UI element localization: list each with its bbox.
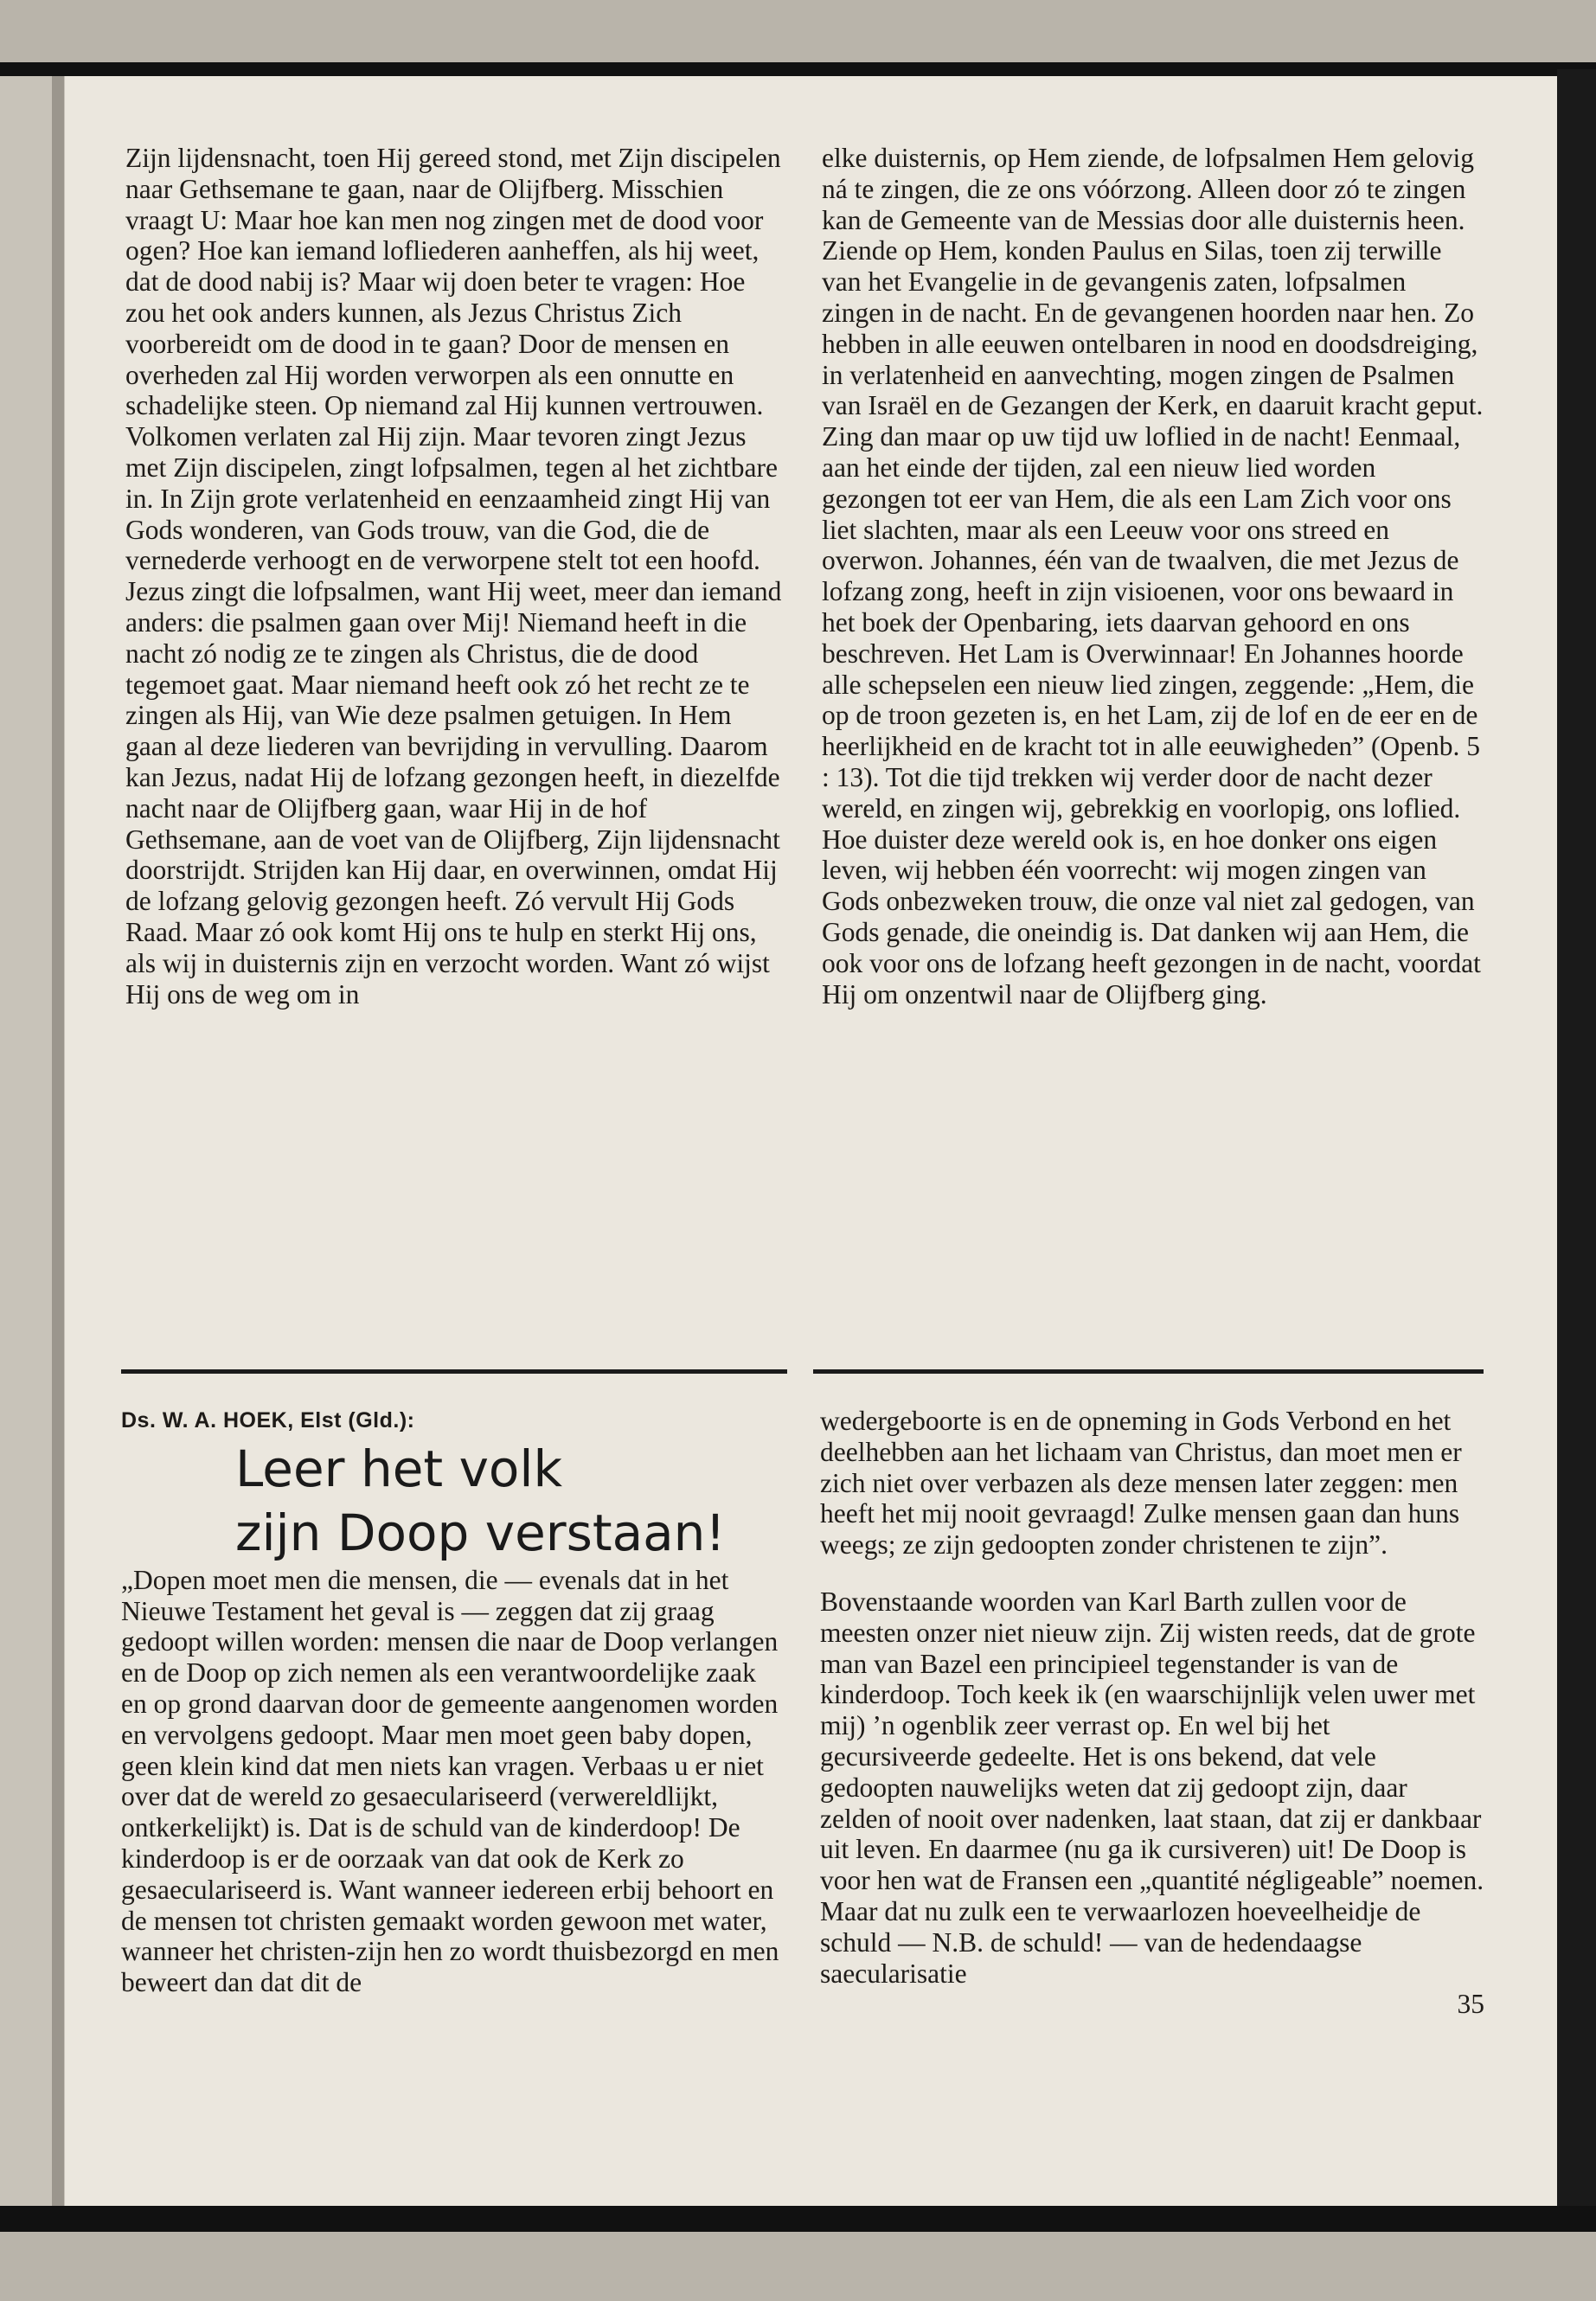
section-divider-right (813, 1369, 1484, 1374)
article-title-line-2: zijn Doop verstaan! (235, 1503, 726, 1562)
book-binding (52, 69, 64, 2214)
article-left-column (121, 1406, 783, 1998)
article-title-line-1: Leer het volk (235, 1439, 563, 1498)
right-scan-border (1557, 69, 1596, 2214)
article-right-paragraph-2: Bovenstaande woorden van Karl Barth zullen voor de meesten onzer niet nieuw zijn. Zij wisten reeds, dat de grote man van Bazel een principieel tegenstander is van de kinderdoop. Toch keek ik (en waarschijnlijk velen uwer met mij) ’n ogenblik zeer verrast op. En wel bij het gecursiveerde gedeelte. Het is ons bekend, dat vele gedoopten nauwelijks weten dat zij gedoopt zijn, daar zelden of nooit over nadenken, laat staan, dat zij er dankbaar uit leven. En daarmee (nu ga ik cursiveren) uit! De Doop is voor hen wat de Fransen een „quantité négligeable” noemen. Maar dat nu zulk een te verwaarlozen hoeveelheidje de schuld — N.B. de schuld! — van de hedendaagse saecularisatie (820, 1586, 1484, 1989)
article-right-paragraph-1: wedergeboorte is en de opneming in Gods Verbond en het deelhebben aan het lichaam van Christus, dan moet men er zich niet over verbazen als deze mensen later zeggen: men heeft het mij nooit gevraagd! Zulke mensen gaan dan huns weegs; ze zijn gedoopten zonder christenen te zijn”. (820, 1406, 1462, 1561)
article-left-text: „Dopen moet men die mensen, die — evenals dat in het Nieuwe Testament het geval is — zeggen dat zij graag gedoopt willen worden: mensen die naar de Doop verlangen en de Doop op zich nemen als een verantwoordelijke zaak en op grond daarvan door de gemeente aangenomen worden en vervolgens gedoopt. Maar men moet geen baby dopen, geen klein kind dat men niets kan vragen. Verbaas u er niet over dat de wereld zo gesaeculariseerd (verwereldlijkt, ontkerkelijkt) is. Dat is de schuld van de kinderdoop! De kinderdoop is er de oorzaak van dat ook de Kerk zo gesaeculariseerd is. Want wanneer iedereen erbij behoort en de mensen tot christen gemaakt worden gewoon met water, wanneer het christen-zijn hen zo wordt thuisbezorgd en men beweert dan dat dit de (121, 1564, 779, 1998)
top-left-text: Zijn lijdensnacht, toen Hij gereed stond, met Zijn discipelen naar Gethsemane te gaan, naar de Olijfberg. Misschien vraagt U: Maar hoe kan men nog zingen met de dood voor ogen? Hoe kan iemand lofliederen aanheffen, als hij weet, dat de dood nabij is? Maar wij doen beter te vragen: Hoe zou het ook anders kunnen, als Jezus Christus Zich voorbereidt om de dood in te gaan? Door de mensen en overheden zal Hij worden verworpen als een onnutte en schadelijke steen. Op niemand zal Hij kunnen vertrouwen. Volkomen verlaten zal Hij zijn. Maar tevoren zingt Jezus met Zijn discipelen, zingt lofpsalmen, tegen al het zichtbare in. In Zijn grote verlatenheid en eenzaamheid zingt Hij van Gods wonderen, van Gods trouw, van die God, die de vernederde verhoogt en de verworpene stelt tot een hoofd. Jezus zingt die lofpsalmen, want Hij weet, meer dan iemand anders: die psalmen gaan over Mij! Niemand heeft in die nacht zó nodig ze te zingen als Christus, die de dood tegemoet gaat. Maar niemand heeft ook zó het recht ze te zingen als Hij, van Wie deze psalmen getuigen. In Hem gaan al deze liederen van bevrijding in vervulling. Daarom kan Jezus, nadat Hij de lofzang gezongen heeft, in diezelfde nacht naar de Olijfberg gaan, waar Hij in de hof Gethsemane, aan de voet van de Olijfberg, Zijn lijdensnacht doorstrijdt. Strijden kan Hij daar, en overwinnen, omdat Hij de lofzang gelovig gezongen heeft. Zó vervult Hij Gods Raad. Maar zó ook komt Hij ons te hulp en sterkt Hij ons, als wij in duisternis zijn en verzocht worden. Want zó wijst Hij ons de weg om in (125, 143, 782, 1009)
article-byline: Ds. W. A. HOEK, Elst (Gld.): (121, 1408, 415, 1433)
top-right-text: elke duisternis, op Hem ziende, de lofpsalmen Hem gelovig ná te zingen, die ze ons vóórzong. Alleen door zó te zingen kan de Gemeente van de Messias door alle duisternis heen. Ziende op Hem, konden Paulus en Silas, toen zij terwille van het Evangelie in de gevangenis zaten, lofpsalmen zingen in de nacht. En de gevangenen hoorden naar hen. Zo hebben in alle eeuwen ontelbaren in nood en doodsdreiging, in verlatenheid en aanvechting, mogen zingen de Psalmen van Israël en de Gezangen der Kerk, en daaruit kracht geput. Zing dan maar op uw tijd uw loflied in de nacht! Eenmaal, aan het einde der tijden, zal een nieuw lied worden gezongen tot eer van Hem, die als een Lam Zich voor ons liet slachten, maar als een Leeuw voor ons streed en overwon. Johannes, één van de twaalven, die met Jezus de lofzang zong, heeft in zijn visioenen, voor ons bewaard in het boek der Openbaring, iets daarvan gehoord en ons beschreven. Het Lam is Overwinnaar! En Johannes hoorde alle schepselen een nieuw lied zingen, zeggende: „Hem, die op de troon gezeten is, en het Lam, zij de lof en de eer en de heerlijkheid en de kracht tot in alle eeuwigheden” (Openb. 5 : 13). Tot die tijd trekken wij verder door de nacht dezer wereld, en zingen wij, gebrekkig en voorlopig, ons loflied. Hoe duister deze wereld ook is, en hoe donker ons eigen leven, wij hebben één voorrecht: wij mogen zingen van Gods onbezweken trouw, die onze val niet zal gedogen, van Gods genade, die oneindig is. Dat danken wij aan Hem, die ook voor ons de lofzang heeft gezongen in de nacht, voordat Hij om onzentwil naar de Olijfberg ging. (822, 143, 1484, 1009)
top-scan-border (0, 62, 1596, 76)
top-right-column (822, 143, 1484, 1009)
page-number: 35 (1457, 1989, 1484, 2020)
section-divider-left (121, 1369, 787, 1374)
article-title (235, 1437, 783, 1565)
bottom-scan-border (0, 2206, 1596, 2232)
article-right-column (820, 1406, 1484, 2020)
top-left-column (125, 143, 783, 1009)
